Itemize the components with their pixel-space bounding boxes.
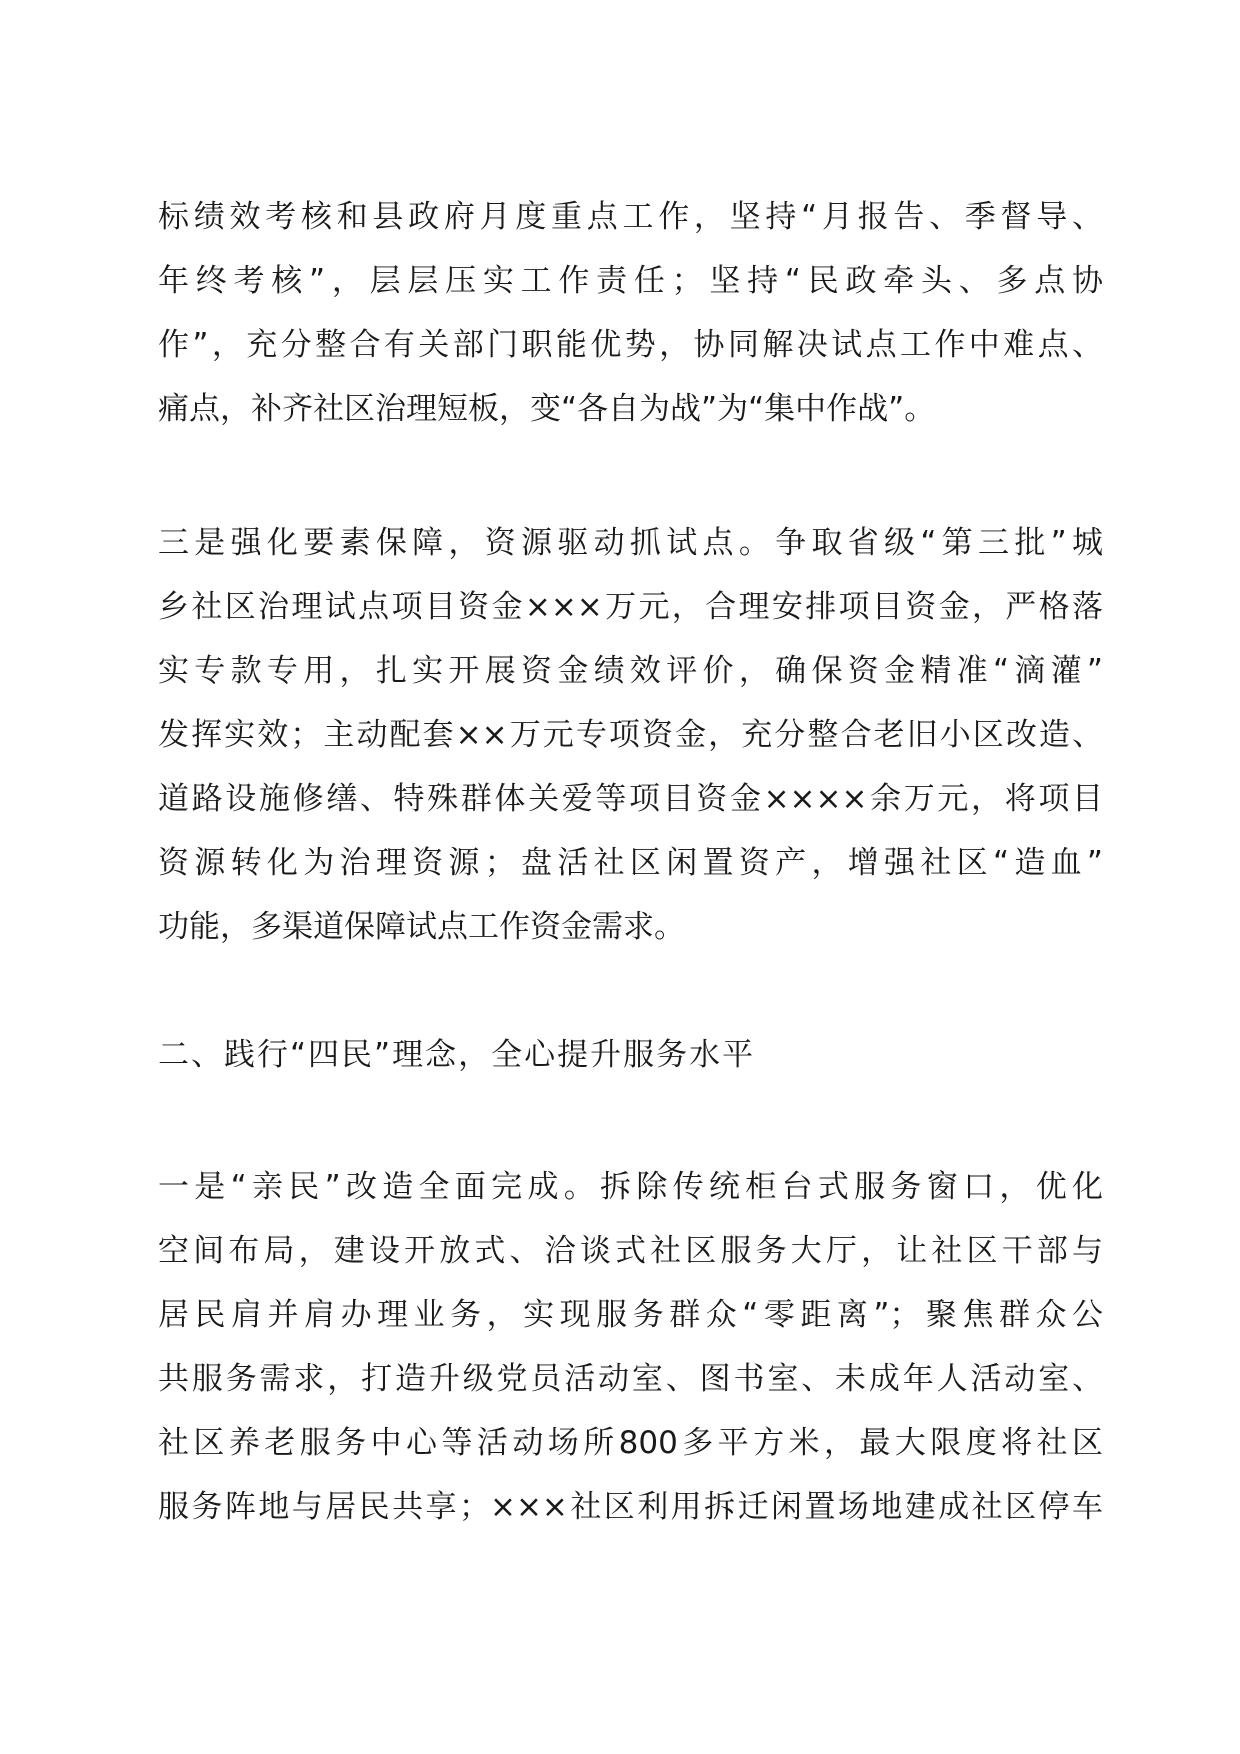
paragraph-line: 道路设施修缮、特殊群体关爱等项目资金××××余万元，将项目 [158,781,1103,817]
paragraph-line: 服务阵地与居民共享；×××社区利用拆迁闲置场地建成社区停车 [158,1489,1103,1525]
paragraph-continued [158,185,1103,441]
paragraph-line: 功能，多渠道保障试点工作资金需求。 [158,909,685,945]
paragraph-three [158,511,1103,959]
paragraph-line: 共服务需求，打造升级党员活动室、图书室、未成年人活动室、 [158,1361,1103,1397]
paragraph-line: 痛点，补齐社区治理短板，变“各自为战”为“集中作战”。 [158,391,936,427]
paragraph-line: 实专款专用，扎实开展资金绩效评价，确保资金精准“滴灌” [158,653,1103,689]
section-heading-text: 二、践行“四民”理念，全心提升服务水平 [158,1037,756,1073]
paragraph-one [158,1155,1103,1539]
paragraph-line: 发挥实效；主动配套××万元专项资金，充分整合老旧小区改造、 [158,717,1103,753]
paragraph-line: 居民肩并肩办理业务，实现服务群众“零距离”；聚焦群众公 [158,1297,1103,1333]
paragraph-line: 一是“亲民”改造全面完成。拆除传统柜台式服务窗口，优化 [158,1169,1103,1205]
paragraph-line: 资源转化为治理资源；盘活社区闲置资产，增强社区“造血” [158,845,1103,881]
paragraph-line: 乡社区治理试点项目资金×××万元，合理安排项目资金，严格落 [158,589,1103,625]
paragraph-line: 标绩效考核和县政府月度重点工作，坚持“月报告、季督导、 [158,199,1103,235]
paragraph-line: 空间布局，建设开放式、洽谈式社区服务大厅，让社区干部与 [158,1233,1103,1269]
paragraph-line: 作”，充分整合有关部门职能优势，协同解决试点工作中难点、 [158,327,1103,363]
paragraph-line: 三是强化要素保障，资源驱动抓试点。争取省级“第三批”城 [158,525,1103,561]
section-heading [158,1023,1103,1087]
paragraph-line: 年终考核”，层层压实工作责任；坚持“民政牵头、多点协 [158,263,1103,299]
paragraph-line: 社区养老服务中心等活动场所800多平方米，最大限度将社区 [158,1425,1103,1461]
